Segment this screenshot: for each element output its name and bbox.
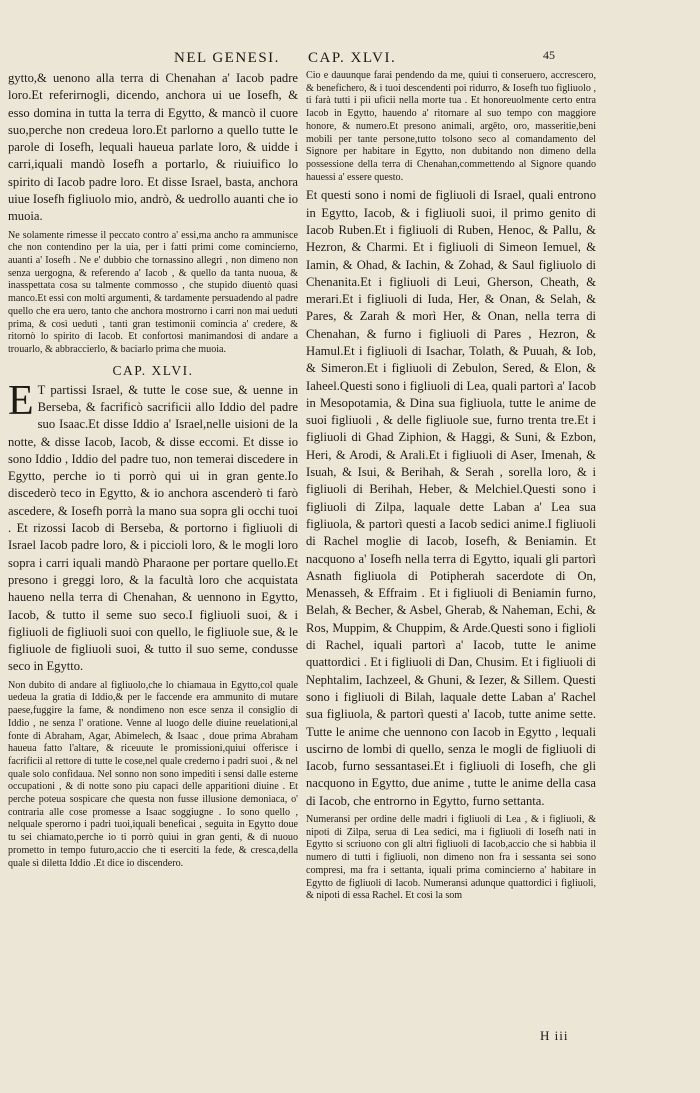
running-title-right: CAP. XLVI. (308, 50, 397, 66)
running-header (0, 50, 700, 70)
left-commentary-1: Ne solamente rimesse il peccato contro a' essi,ma ancho ra ammunisce che non contendino per la uia, per i fatti primi come comincierno, auanti a' Iosefh . Ne e' dubbio che tornassino allegri , non dimeno non senza uergogna, & referendo a' Iacob , & quello da tanta nuoua, & inasspettata cosa su talmente commosso , che stupido diuentò quasi manco.Et essi con molti argumenti, & tardamente persuadendo al padre quello che era uero, tanto che anchora mostrorno i carri non mai ueduti prima, & così ueduti , tanti gran testimonii comincia a' credere, & ritornò lo spirito di Iacob. Et confortosi manimandosi di andare a trouarlo, & abbraccierlo, & baciarlo prima che muoia. (8, 229, 298, 355)
left-paragraph-1: gytto,& uenono alla terra di Chenahan a' Iacob padre loro.Et referirnogli, dicendo, anchora ui ue Iosefh, & esso domina in tutta la terra di Egytto, & mancò il cuore suo,perche non credeua loro.Et parlorno a quello tutte le parole di Iosefh, lequali haueua parlate loro, & uidde i carri,iquali mandò Iosefh a portarlo, & riuiuifico lo spirito di Iacob padre loro. Et disse Israel, basta, anchora uiue Iosefh figliuolo mio, andrò, & uedrollo auanti che io muoia. (8, 71, 298, 224)
drop-cap: E (8, 377, 34, 424)
left-commentary-2: Non dubito di andare al figliuolo,che lo chiamaua in Egytto,col quale uedeua la gratia di Iddio,& per le faccende era ammunito di mutare paese,fuggire la fame, & nondimeno non esce senza il consiglio di Iddio , ne senza l' oratione. Venne al luogo delle diuine reuelationi,al fonte di Abraham, Agar, Abimelech, & Isaac , doue prima Abraham haueua fatto l'altare, & riceuute le promissioni,quiui offerisce i facrificii al rettore di tutte le cose,nel quale crederno i padri suoi , & nel quale solo confidaua. Nel sonno non sono impediti i sensi dalle esterne occupationi , & di notte sono piu capaci delle apparitioni diuine . Et perche poteua sospicare che questa non fusse illusione demoniaca, o' contraria alle cose promesse a Isaac soggiugne . Io sono quello , nelquale sperorno i padri tuoi,iquali beneficai , seguita in Egytto doue tu sei chiamato,perche io ti porrò quiui in gran genti, & di nuouo prometto in tempo futuro,accio che ti eserciti la fede, & cresca,della quale sì diletta Iddio .Et dice io discendero. (8, 679, 298, 869)
right-column (306, 70, 596, 1025)
folio-number: 45 (543, 48, 555, 62)
right-commentary-2: Numeransi per ordine delle madri i figliuoli di Lea , & i figliuoli, & nipoti di Zilpa, serua di Lea sedici, ma i figliuoli di Iosefh nati in Egytto si scriuono con gli altri figliuoli di Iacob,accio che si habbia il numero di tutti i figliuoli, non dimeno non fra i sessanta sei sono compresi, ma fra i settanta, iquali prima comincierno a' habitare in Egytto de figliuoli di Iacob. Numeransi adunque quattordici i figliuoli, & nipoti di essa Rachel. Et così la som (306, 814, 596, 902)
right-paragraph-2: Et questi sono i nomi de figliuoli di Israel, quali entrono in Egytto, Iacob, & i figliuoli suoi, il primo genito di Iacob Ruben.Et i figliuoli di Ruben, Henoc, & Pallu, & Hezron, & Charmi. Et i figliuoli di Simeon Iemuel, & Iamin, & Ohad, & Iachin, & Zohad, & Saul figliuolo di Chenanita.Et i figliuoli di Leui, Gherson, Cheath, & merari.Et i figliuoli di Iuda, Her, & Onan, & Selah, & Pares, & Zarah & morì Her, & Onan, nella terra di Chenahan, & furno i figliuoli di Pares , Hezron, & Hamul.Et i figliuoli di Isachar, Tolath, & Puuah, & Iob, & Simeron.Et i figliuoli di Zebulon, Sered, & Elon, & Iaheel.Questi sono i figliuoli di Lea, quali partorì a' Iacob in Mesopotamia, & Dina sua figliuola, tutte le anime de suoi figliuoli , & delle figliuole sue, furno trenta tre.Et i figliuoli di Ghad Ziphion, & Haggi, & Suni, & Ezbon, Heri, & Arodi, & Arali.Et i figliuoli di Aser, Imenah, & Isuah, & Isui, & Berihah, & Serah , sorella loro, & i figliuoli di Berihah, Heber, & Melchiel.Questi sono i figliuoli di Zilpa, laquale dette Laban a' Lea sua figliuola, & partorì questi a Iacob sedici anime.I figliuoli di Rachel moglie di Iacob, Iosefh, & Beniamin. Et nacquono a' Iosefh nella terra di Egytto, iquali gli partorì Asnath figliuola di Potipherah sacerdote di On, Menasseh, & Effraim . Et i figliuoli di Beniamin furno, Belah, & Becher, & Asbel, Gherab, & Naheman, Echi, & Ros, Muppim, & Chuppim, & Arde.Questi sono i figlioli di Rachel, iquali partorì a' Iacob, tutte le anime quattordici . Et i figliuoli di Dan, Chusim. Et i figliuoli di Nephtalim, Iachzeel, & Ghuni, & Iezer, & Sillem. Questi sono i figliuoli di Bilah, laquale dette Laban a' Rachel sua figliuola, & partorì questi a' Iacob, tutte anime sette. Tutte le anime che uennono con Iacob in Egytto , lequali uscirno de lombi di quello, senza le mogli de figliuoli di Iacob, furno sessantasei.Et i figliuoli di Iosefh, che gli nacquono in Egytto, due anime , tutte le anime della casa di Iacob, che entrorno in Egytto, furno settanta. (306, 188, 596, 808)
signature-mark: H iii (540, 1028, 569, 1043)
left-paragraph-chapter-start (8, 377, 298, 676)
left-paragraph-3: T partissi Israel, & tutte le cose sue, & uenne in Berseba, & facrificò sacrificii allo Iddio del padre suo Isaac.Et disse Iddio a' Israel,nelle uisioni de la notte, & disse Iacob, Iacob, & disse eccomi. Et disse io sono Iddio , Iddio del padre tuo, non temerai discedere in Egytto, perche io ti porrò qui ui in gran gente.Io discederò teco in Egytto, & io anchora ascenderò ti farò ascedere, & Iosefh porrà la mano sua sopra gli occhi tuoi . Et rizossi Iacob di Berseba, & portorno i figliuoli di Israel Iacob padre loro, & i piccioli loro, & le mogli loro sopra i carri iquali mandò Pharaone per portare quello.Et presono i greggi loro, & la facultà loro che acquistata haueno nella terra di Chenahan, & uennono in Egytto, Iacob, & tutto il seme suo seco.I figliuoli suoi, & i figliuoli de figliuoli suoi con quello, le figliuole sue, & le figliuole de figliuoli suoi, & tutto il suo seme, condusse seco in Egytto. (8, 382, 298, 674)
chapter-heading: CAP. XLVI. (112, 362, 194, 378)
right-commentary-1: Cio e dauunque farai pendendo da me, quiui ti conseruero, accrescero, & benefichero, & i tuoi descendenti poi ridurro, & Iosefh tuo figliuolo , ti farà tutti i pii uficii nella morte tua . Et honoreuolmente certo entra Iacob in Egytto, hauendo a' ritornare al suo tempo con maggiore honore, & numero.Et presono animali, argēto, oro, masseritie,beni mobili per tante persone,tutto tolsono seco al comandamento del Signore per habitare in Egytto, non dubitando non dimeno della possessione della terra di Chenahan,commettendo al Signore quando hauessi a' essere questo. (306, 70, 596, 183)
running-title-left: NEL GENESI. (174, 50, 280, 66)
left-column (8, 70, 298, 1025)
